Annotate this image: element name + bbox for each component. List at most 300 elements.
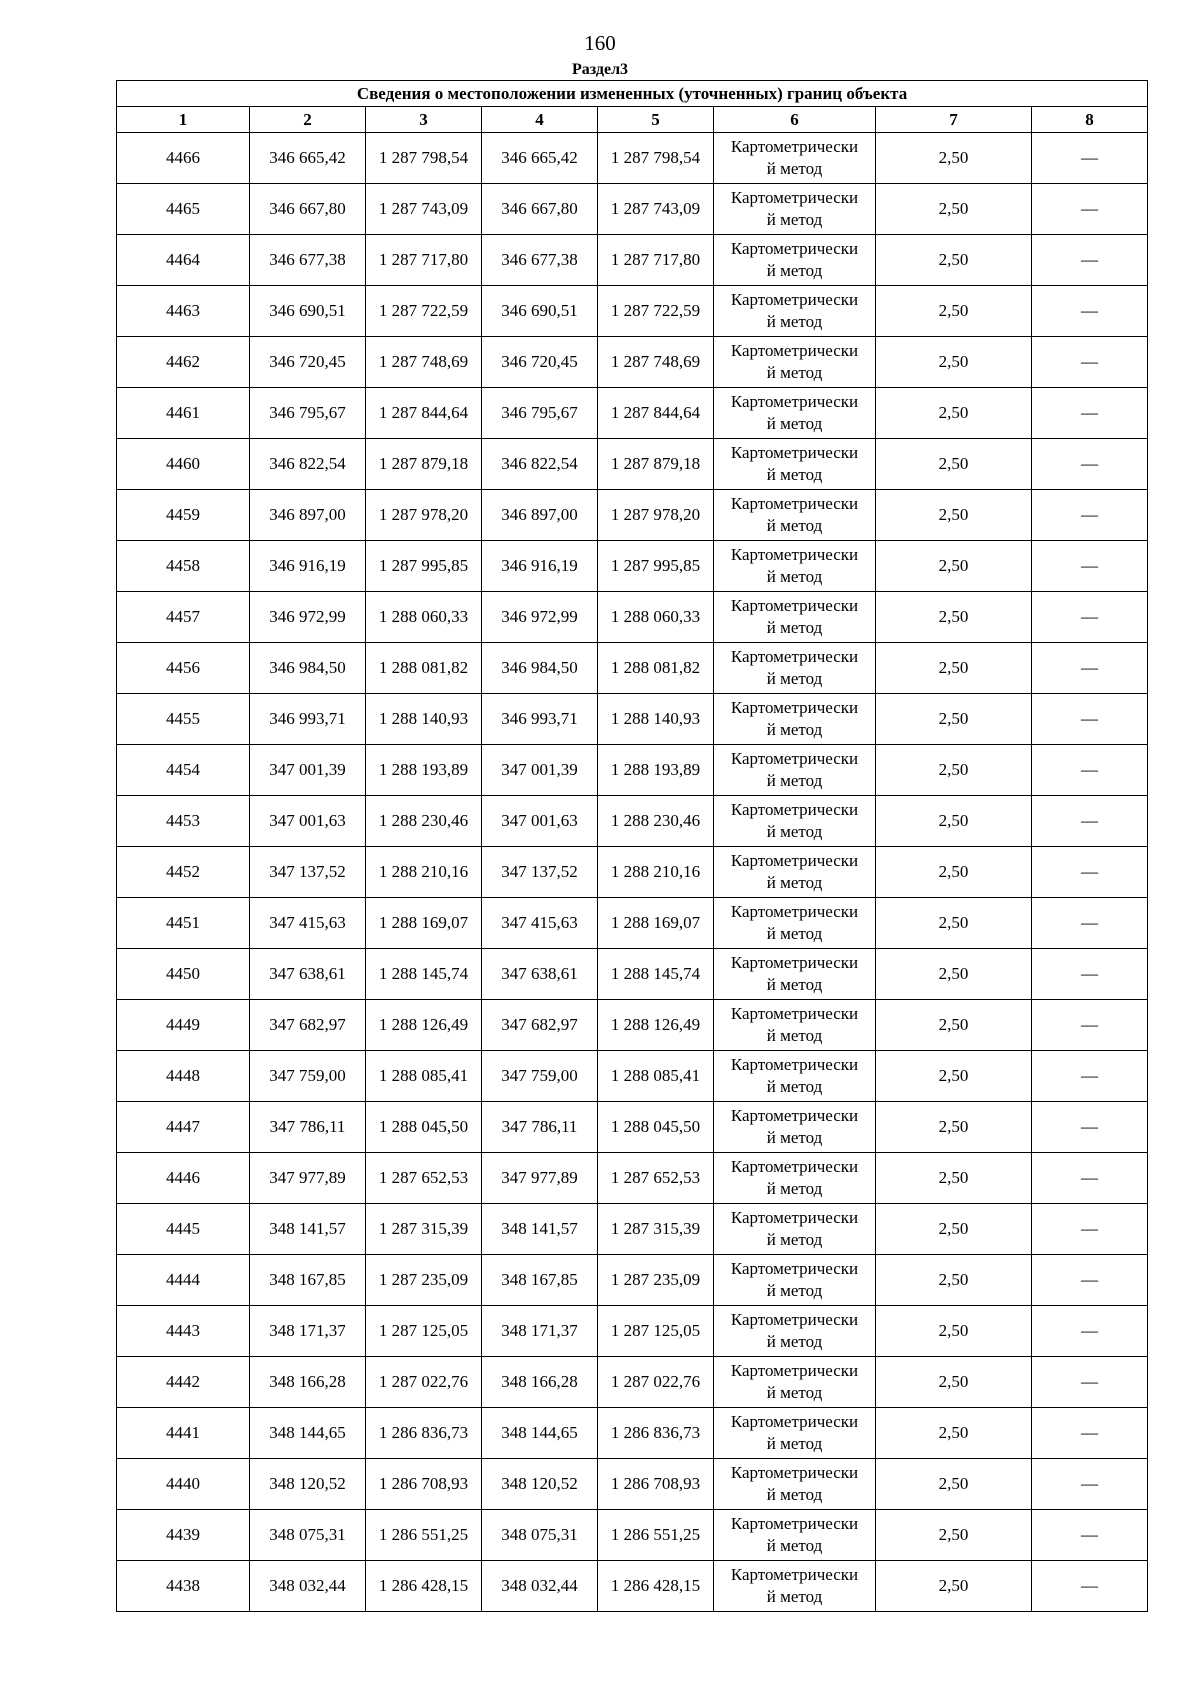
accuracy-cell: 2,50 [876, 1000, 1032, 1051]
point-number-cell: 4457 [117, 592, 250, 643]
y-coordinate-old-cell: 1 288 193,89 [366, 745, 482, 796]
y-coordinate-old-cell: 1 287 743,09 [366, 184, 482, 235]
point-number-cell: 4439 [117, 1510, 250, 1561]
y-coordinate-old-cell: 1 287 022,76 [366, 1357, 482, 1408]
method-cell [714, 694, 876, 745]
method-cell [714, 439, 876, 490]
x-coordinate-new-cell: 347 415,63 [482, 898, 598, 949]
y-coordinate-new-cell: 1 288 126,49 [598, 1000, 714, 1051]
x-coordinate-new-cell: 346 897,00 [482, 490, 598, 541]
x-coordinate-new-cell: 347 759,00 [482, 1051, 598, 1102]
point-number-cell: 4456 [117, 643, 250, 694]
column-number: 5 [598, 107, 714, 133]
x-coordinate-new-cell: 347 137,52 [482, 847, 598, 898]
accuracy-cell: 2,50 [876, 643, 1032, 694]
table-row [117, 133, 1148, 184]
y-coordinate-new-cell: 1 287 798,54 [598, 133, 714, 184]
method-cell [714, 847, 876, 898]
method-cell [714, 184, 876, 235]
method-text-line-2: й метод [766, 567, 823, 586]
y-coordinate-old-cell: 1 288 126,49 [366, 1000, 482, 1051]
accuracy-cell: 2,50 [876, 388, 1032, 439]
method-text-line-2: й метод [766, 1485, 823, 1504]
x-coordinate-old-cell: 346 916,19 [250, 541, 366, 592]
x-coordinate-new-cell: 346 690,51 [482, 286, 598, 337]
table-row [117, 439, 1148, 490]
accuracy-cell: 2,50 [876, 1357, 1032, 1408]
x-coordinate-old-cell: 346 667,80 [250, 184, 366, 235]
method-cell [714, 388, 876, 439]
x-coordinate-new-cell: 346 720,45 [482, 337, 598, 388]
y-coordinate-new-cell: 1 288 210,16 [598, 847, 714, 898]
method-text-line-1: Картометрически [730, 851, 859, 870]
method-text-line-2: й метод [766, 1332, 823, 1351]
method-text-line-1: Картометрически [730, 1157, 859, 1176]
y-coordinate-old-cell: 1 288 081,82 [366, 643, 482, 694]
method-text-line-2: й метод [766, 210, 823, 229]
description-cell: — [1032, 184, 1148, 235]
x-coordinate-new-cell: 346 795,67 [482, 388, 598, 439]
method-text-line-2: й метод [766, 975, 823, 994]
y-coordinate-old-cell: 1 286 428,15 [366, 1561, 482, 1612]
description-cell: — [1032, 796, 1148, 847]
method-text-line-2: й метод [766, 924, 823, 943]
y-coordinate-new-cell: 1 287 125,05 [598, 1306, 714, 1357]
column-number: 7 [876, 107, 1032, 133]
x-coordinate-new-cell: 348 167,85 [482, 1255, 598, 1306]
table-row [117, 490, 1148, 541]
y-coordinate-old-cell: 1 287 235,09 [366, 1255, 482, 1306]
method-text-line-1: Картометрически [730, 239, 859, 258]
table-row [117, 1306, 1148, 1357]
y-coordinate-new-cell: 1 286 551,25 [598, 1510, 714, 1561]
x-coordinate-old-cell: 347 977,89 [250, 1153, 366, 1204]
method-text-line-1: Картометрически [730, 953, 859, 972]
point-number-cell: 4455 [117, 694, 250, 745]
method-text-line-1: Картометрически [730, 341, 859, 360]
y-coordinate-new-cell: 1 287 844,64 [598, 388, 714, 439]
method-text-line-2: й метод [766, 618, 823, 637]
point-number-cell: 4458 [117, 541, 250, 592]
y-coordinate-old-cell: 1 288 060,33 [366, 592, 482, 643]
accuracy-cell: 2,50 [876, 898, 1032, 949]
method-text-line-1: Картометрически [730, 1259, 859, 1278]
accuracy-cell: 2,50 [876, 184, 1032, 235]
y-coordinate-old-cell: 1 288 169,07 [366, 898, 482, 949]
method-cell [714, 490, 876, 541]
method-cell [714, 541, 876, 592]
point-number-cell: 4446 [117, 1153, 250, 1204]
method-text-line-2: й метод [766, 1077, 823, 1096]
x-coordinate-old-cell: 346 665,42 [250, 133, 366, 184]
x-coordinate-old-cell: 348 171,37 [250, 1306, 366, 1357]
description-cell: — [1032, 388, 1148, 439]
method-text-line-1: Картометрически [730, 1412, 859, 1431]
description-cell: — [1032, 1255, 1148, 1306]
method-text-line-2: й метод [766, 516, 823, 535]
method-cell [714, 643, 876, 694]
point-number-cell: 4448 [117, 1051, 250, 1102]
x-coordinate-old-cell: 346 677,38 [250, 235, 366, 286]
x-coordinate-old-cell: 347 786,11 [250, 1102, 366, 1153]
method-text-line-2: й метод [766, 771, 823, 790]
method-cell [714, 1000, 876, 1051]
accuracy-cell: 2,50 [876, 1255, 1032, 1306]
point-number-cell: 4460 [117, 439, 250, 490]
x-coordinate-new-cell: 348 166,28 [482, 1357, 598, 1408]
y-coordinate-new-cell: 1 286 836,73 [598, 1408, 714, 1459]
description-cell: — [1032, 235, 1148, 286]
method-text-line-1: Картометрически [730, 1055, 859, 1074]
method-text-line-1: Картометрически [730, 1361, 859, 1380]
y-coordinate-old-cell: 1 287 722,59 [366, 286, 482, 337]
y-coordinate-new-cell: 1 286 428,15 [598, 1561, 714, 1612]
y-coordinate-new-cell: 1 288 169,07 [598, 898, 714, 949]
method-text-line-2: й метод [766, 159, 823, 178]
y-coordinate-old-cell: 1 288 210,16 [366, 847, 482, 898]
table-row [117, 1459, 1148, 1510]
x-coordinate-old-cell: 347 001,39 [250, 745, 366, 796]
description-cell: — [1032, 592, 1148, 643]
column-number: 4 [482, 107, 598, 133]
accuracy-cell: 2,50 [876, 847, 1032, 898]
x-coordinate-new-cell: 346 972,99 [482, 592, 598, 643]
table-caption: Сведения о местоположении измененных (уточненных) границ объекта [117, 81, 1148, 107]
description-cell: — [1032, 643, 1148, 694]
accuracy-cell: 2,50 [876, 694, 1032, 745]
y-coordinate-new-cell: 1 287 722,59 [598, 286, 714, 337]
x-coordinate-new-cell: 346 916,19 [482, 541, 598, 592]
x-coordinate-old-cell: 347 682,97 [250, 1000, 366, 1051]
x-coordinate-old-cell: 347 001,63 [250, 796, 366, 847]
x-coordinate-old-cell: 347 137,52 [250, 847, 366, 898]
y-coordinate-old-cell: 1 288 140,93 [366, 694, 482, 745]
description-cell: — [1032, 133, 1148, 184]
description-cell: — [1032, 490, 1148, 541]
method-cell [714, 898, 876, 949]
x-coordinate-old-cell: 348 167,85 [250, 1255, 366, 1306]
description-cell: — [1032, 1408, 1148, 1459]
y-coordinate-new-cell: 1 288 085,41 [598, 1051, 714, 1102]
point-number-cell: 4438 [117, 1561, 250, 1612]
table-row [117, 1357, 1148, 1408]
method-text-line-1: Картометрически [730, 137, 859, 156]
y-coordinate-new-cell: 1 288 140,93 [598, 694, 714, 745]
y-coordinate-old-cell: 1 287 315,39 [366, 1204, 482, 1255]
x-coordinate-new-cell: 347 682,97 [482, 1000, 598, 1051]
method-text-line-2: й метод [766, 822, 823, 841]
x-coordinate-new-cell: 346 665,42 [482, 133, 598, 184]
y-coordinate-new-cell: 1 287 748,69 [598, 337, 714, 388]
method-cell [714, 337, 876, 388]
y-coordinate-new-cell: 1 287 022,76 [598, 1357, 714, 1408]
point-number-cell: 4453 [117, 796, 250, 847]
method-text-line-2: й метод [766, 414, 823, 433]
method-cell [714, 1561, 876, 1612]
page-number: 160 [584, 31, 616, 55]
method-text-line-1: Картометрически [730, 698, 859, 717]
y-coordinate-old-cell: 1 287 125,05 [366, 1306, 482, 1357]
y-coordinate-old-cell: 1 288 230,46 [366, 796, 482, 847]
x-coordinate-old-cell: 346 822,54 [250, 439, 366, 490]
method-text-line-1: Картометрически [730, 647, 859, 666]
description-cell: — [1032, 1459, 1148, 1510]
column-number: 1 [117, 107, 250, 133]
table-row [117, 337, 1148, 388]
description-cell: — [1032, 1000, 1148, 1051]
method-text-line-1: Картометрически [730, 545, 859, 564]
description-cell: — [1032, 949, 1148, 1000]
method-text-line-1: Картометрически [730, 188, 859, 207]
method-text-line-1: Картометрически [730, 443, 859, 462]
method-cell [714, 592, 876, 643]
method-text-line-2: й метод [766, 1230, 823, 1249]
accuracy-cell: 2,50 [876, 1051, 1032, 1102]
method-text-line-1: Картометрически [730, 749, 859, 768]
method-cell [714, 1204, 876, 1255]
point-number-cell: 4451 [117, 898, 250, 949]
description-cell: — [1032, 1510, 1148, 1561]
y-coordinate-old-cell: 1 288 145,74 [366, 949, 482, 1000]
x-coordinate-new-cell: 347 001,39 [482, 745, 598, 796]
method-text-line-1: Картометрически [730, 494, 859, 513]
point-number-cell: 4444 [117, 1255, 250, 1306]
method-cell [714, 1153, 876, 1204]
method-text-line-1: Картометрически [730, 1565, 859, 1584]
table-row [117, 1204, 1148, 1255]
method-text-line-1: Картометрически [730, 800, 859, 819]
column-number-row [117, 107, 1148, 133]
point-number-cell: 4442 [117, 1357, 250, 1408]
table-body [117, 133, 1148, 1612]
point-number-cell: 4449 [117, 1000, 250, 1051]
point-number-cell: 4462 [117, 337, 250, 388]
point-number-cell: 4454 [117, 745, 250, 796]
y-coordinate-new-cell: 1 287 995,85 [598, 541, 714, 592]
point-number-cell: 4461 [117, 388, 250, 439]
method-text-line-1: Картометрически [730, 1208, 859, 1227]
x-coordinate-new-cell: 346 984,50 [482, 643, 598, 694]
description-cell: — [1032, 1357, 1148, 1408]
x-coordinate-new-cell: 348 141,57 [482, 1204, 598, 1255]
y-coordinate-new-cell: 1 288 081,82 [598, 643, 714, 694]
accuracy-cell: 2,50 [876, 1510, 1032, 1561]
x-coordinate-new-cell: 347 638,61 [482, 949, 598, 1000]
method-cell [714, 286, 876, 337]
accuracy-cell: 2,50 [876, 1459, 1032, 1510]
method-cell [714, 1051, 876, 1102]
description-cell: — [1032, 1102, 1148, 1153]
table-row [117, 796, 1148, 847]
column-number: 3 [366, 107, 482, 133]
table-row [117, 847, 1148, 898]
description-cell: — [1032, 898, 1148, 949]
table-row [117, 541, 1148, 592]
y-coordinate-old-cell: 1 287 748,69 [366, 337, 482, 388]
accuracy-cell: 2,50 [876, 1102, 1032, 1153]
method-text-line-2: й метод [766, 669, 823, 688]
x-coordinate-old-cell: 346 993,71 [250, 694, 366, 745]
point-number-cell: 4464 [117, 235, 250, 286]
table-row [117, 388, 1148, 439]
description-cell: — [1032, 439, 1148, 490]
method-cell [714, 1102, 876, 1153]
description-cell: — [1032, 1051, 1148, 1102]
method-cell [714, 745, 876, 796]
description-cell: — [1032, 286, 1148, 337]
table-row [117, 1561, 1148, 1612]
x-coordinate-old-cell: 348 166,28 [250, 1357, 366, 1408]
y-coordinate-old-cell: 1 287 717,80 [366, 235, 482, 286]
y-coordinate-old-cell: 1 286 836,73 [366, 1408, 482, 1459]
y-coordinate-new-cell: 1 286 708,93 [598, 1459, 714, 1510]
point-number-cell: 4443 [117, 1306, 250, 1357]
x-coordinate-old-cell: 346 897,00 [250, 490, 366, 541]
section-title: Раздел3 [571, 61, 629, 78]
x-coordinate-new-cell: 346 667,80 [482, 184, 598, 235]
table-row [117, 745, 1148, 796]
method-cell [714, 1357, 876, 1408]
y-coordinate-new-cell: 1 287 652,53 [598, 1153, 714, 1204]
x-coordinate-old-cell: 346 984,50 [250, 643, 366, 694]
y-coordinate-new-cell: 1 288 193,89 [598, 745, 714, 796]
method-text-line-2: й метод [766, 465, 823, 484]
method-text-line-2: й метод [766, 1383, 823, 1402]
accuracy-cell: 2,50 [876, 133, 1032, 184]
y-coordinate-old-cell: 1 287 879,18 [366, 439, 482, 490]
x-coordinate-old-cell: 348 120,52 [250, 1459, 366, 1510]
method-cell [714, 1408, 876, 1459]
accuracy-cell: 2,50 [876, 541, 1032, 592]
method-cell [714, 235, 876, 286]
table-row [117, 898, 1148, 949]
accuracy-cell: 2,50 [876, 1153, 1032, 1204]
y-coordinate-old-cell: 1 287 798,54 [366, 133, 482, 184]
x-coordinate-new-cell: 348 120,52 [482, 1459, 598, 1510]
y-coordinate-new-cell: 1 288 230,46 [598, 796, 714, 847]
column-number: 2 [250, 107, 366, 133]
method-text-line-1: Картометрически [730, 392, 859, 411]
x-coordinate-old-cell: 348 075,31 [250, 1510, 366, 1561]
description-cell: — [1032, 1204, 1148, 1255]
table-row [117, 235, 1148, 286]
accuracy-cell: 2,50 [876, 337, 1032, 388]
accuracy-cell: 2,50 [876, 1306, 1032, 1357]
table-row [117, 1255, 1148, 1306]
description-cell: — [1032, 847, 1148, 898]
method-text-line-1: Картометрически [730, 1463, 859, 1482]
table-row [117, 1510, 1148, 1561]
method-text-line-1: Картометрически [730, 902, 859, 921]
x-coordinate-new-cell: 348 171,37 [482, 1306, 598, 1357]
table-row [117, 1051, 1148, 1102]
table-row [117, 1102, 1148, 1153]
table-row [117, 643, 1148, 694]
accuracy-cell: 2,50 [876, 490, 1032, 541]
table-row [117, 184, 1148, 235]
x-coordinate-new-cell: 346 677,38 [482, 235, 598, 286]
y-coordinate-new-cell: 1 287 235,09 [598, 1255, 714, 1306]
x-coordinate-new-cell: 347 977,89 [482, 1153, 598, 1204]
method-text-line-2: й метод [766, 1128, 823, 1147]
table-row [117, 949, 1148, 1000]
accuracy-cell: 2,50 [876, 1204, 1032, 1255]
y-coordinate-old-cell: 1 287 995,85 [366, 541, 482, 592]
y-coordinate-old-cell: 1 287 978,20 [366, 490, 482, 541]
method-text-line-2: й метод [766, 312, 823, 331]
y-coordinate-new-cell: 1 288 060,33 [598, 592, 714, 643]
x-coordinate-new-cell: 348 032,44 [482, 1561, 598, 1612]
y-coordinate-new-cell: 1 288 145,74 [598, 949, 714, 1000]
point-number-cell: 4466 [117, 133, 250, 184]
method-text-line-2: й метод [766, 1587, 823, 1606]
table-row [117, 592, 1148, 643]
method-cell [714, 1255, 876, 1306]
method-text-line-2: й метод [766, 1434, 823, 1453]
column-number: 6 [714, 107, 876, 133]
method-text-line-2: й метод [766, 1026, 823, 1045]
table-row [117, 1153, 1148, 1204]
method-text-line-1: Картометрически [730, 290, 859, 309]
x-coordinate-new-cell: 347 786,11 [482, 1102, 598, 1153]
x-coordinate-old-cell: 348 144,65 [250, 1408, 366, 1459]
y-coordinate-new-cell: 1 287 717,80 [598, 235, 714, 286]
x-coordinate-old-cell: 347 638,61 [250, 949, 366, 1000]
accuracy-cell: 2,50 [876, 439, 1032, 490]
method-text-line-2: й метод [766, 873, 823, 892]
accuracy-cell: 2,50 [876, 745, 1032, 796]
method-cell [714, 949, 876, 1000]
x-coordinate-new-cell: 348 144,65 [482, 1408, 598, 1459]
description-cell: — [1032, 541, 1148, 592]
point-number-cell: 4465 [117, 184, 250, 235]
x-coordinate-old-cell: 347 415,63 [250, 898, 366, 949]
x-coordinate-old-cell: 346 972,99 [250, 592, 366, 643]
point-number-cell: 4447 [117, 1102, 250, 1153]
y-coordinate-new-cell: 1 288 045,50 [598, 1102, 714, 1153]
method-cell [714, 796, 876, 847]
table-row [117, 694, 1148, 745]
accuracy-cell: 2,50 [876, 796, 1032, 847]
method-text-line-2: й метод [766, 261, 823, 280]
point-number-cell: 4452 [117, 847, 250, 898]
x-coordinate-old-cell: 348 032,44 [250, 1561, 366, 1612]
x-coordinate-old-cell: 346 690,51 [250, 286, 366, 337]
description-cell: — [1032, 694, 1148, 745]
y-coordinate-old-cell: 1 287 844,64 [366, 388, 482, 439]
method-text-line-1: Картометрически [730, 1310, 859, 1329]
point-number-cell: 4440 [117, 1459, 250, 1510]
table-row [117, 1408, 1148, 1459]
x-coordinate-new-cell: 348 075,31 [482, 1510, 598, 1561]
method-text-line-1: Картометрически [730, 1106, 859, 1125]
point-number-cell: 4445 [117, 1204, 250, 1255]
y-coordinate-new-cell: 1 287 879,18 [598, 439, 714, 490]
accuracy-cell: 2,50 [876, 949, 1032, 1000]
method-text-line-2: й метод [766, 1281, 823, 1300]
y-coordinate-old-cell: 1 286 708,93 [366, 1459, 482, 1510]
method-text-line-1: Картометрически [730, 596, 859, 615]
x-coordinate-new-cell: 347 001,63 [482, 796, 598, 847]
method-text-line-1: Картометрически [730, 1004, 859, 1023]
accuracy-cell: 2,50 [876, 592, 1032, 643]
y-coordinate-new-cell: 1 287 743,09 [598, 184, 714, 235]
method-text-line-2: й метод [766, 1536, 823, 1555]
x-coordinate-new-cell: 346 822,54 [482, 439, 598, 490]
method-text-line-2: й метод [766, 720, 823, 739]
y-coordinate-new-cell: 1 287 315,39 [598, 1204, 714, 1255]
method-text-line-2: й метод [766, 1179, 823, 1198]
